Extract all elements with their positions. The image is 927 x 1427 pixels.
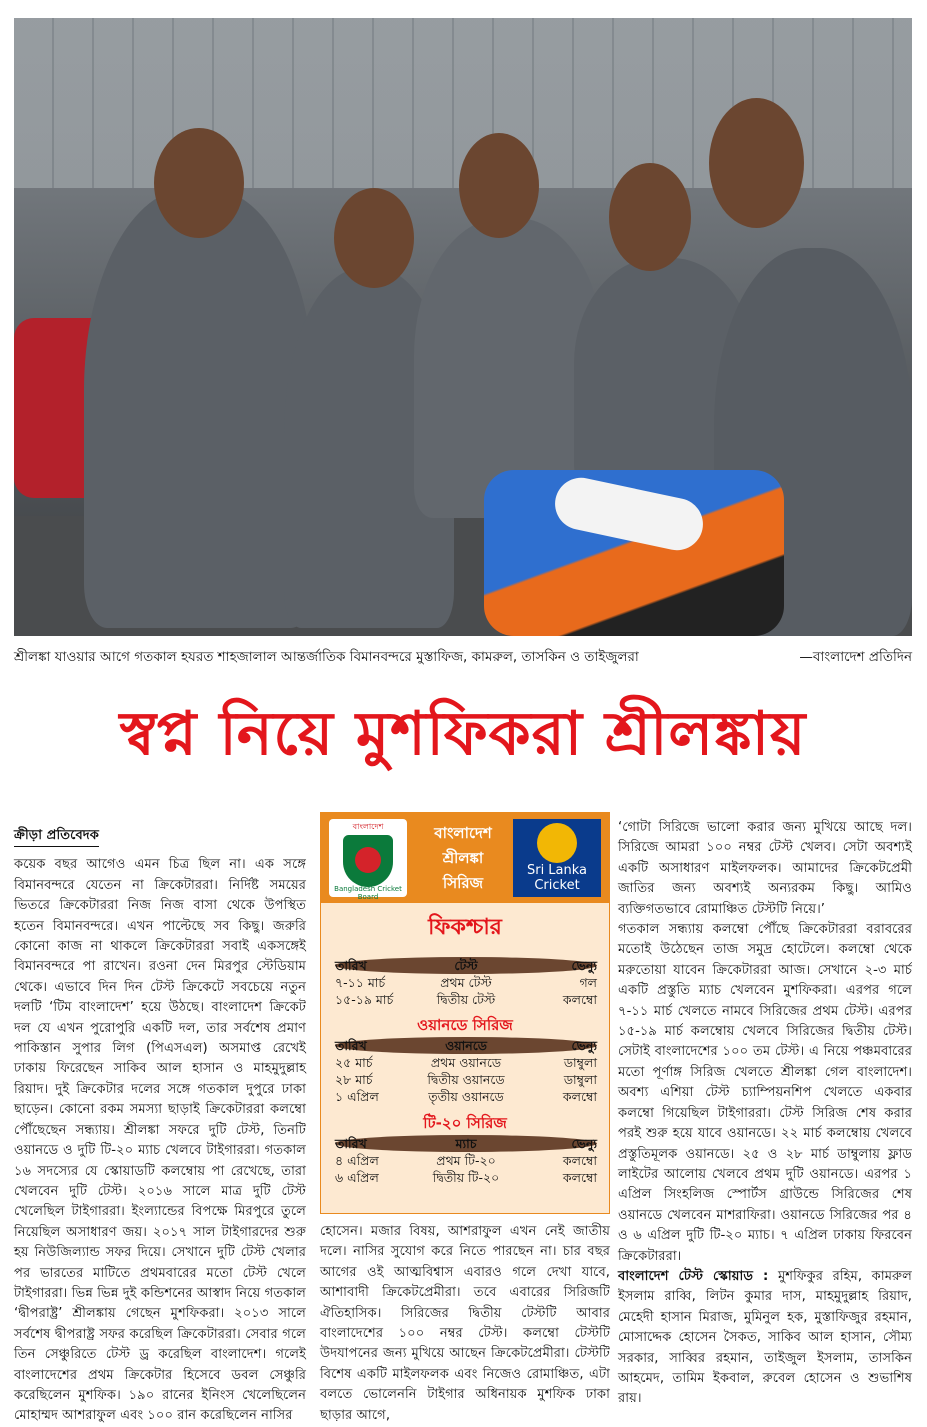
cell-date: ২৮ মার্চ: [335, 1072, 373, 1087]
cell-date: ১৫-১৯ মার্চ: [335, 992, 394, 1007]
t20-series-title: টি-২০ সিরিজ: [423, 1114, 507, 1132]
article-paragraph: গতকাল সন্ধ্যায় কলম্বো পৌঁছে ক্রিকেটাররা বরাবরের মতোই উঠেছেন তাজ সমুদ্র হোটেলে। কলম্বো থেকে মরুতোয়া যাবেন ক্রিকেটাররা আজ। সেখানে ২-৩ মার্চ একটি প্রস্তুতি ম্যাচ খেলবেন মুশফিকরা। এরপর গলে ৭-১১ মার্চ খেলতে নামবে সিরিজের প্রথম টেস্ট। এরপর ১৫-১৯ মার্চ কলম্বোয় খেলবে সিরিজের দ্বিতীয় টেস্ট। সেটাই বাংলাদেশের ১০০ তম টেস্ট। এ নিয়ে পঞ্চমবারের মতো পূর্ণাঙ্গ সিরিজ খেলতে শ্রীলঙ্কা গেল বাংলাদেশ। অবশ্য এশিয়া টেস্ট চ্যাম্পিয়নশিপ খেলতে একবার কলম্বো গিয়েছিল টাইগাররা। টেস্ট সিরিজ শেষ করার পরই শুরু হয়ে যাবে ওয়ানডে। ২২ মার্চ কলম্বোয় খেলবে প্রস্তুতিমূলক ওয়ানডে। ২৫ ও ২৮ মার্চ ডাম্বুলায় ফ্লাড লাইটের আলোয় খেলবে প্রথম দুটি ওয়ানডে। এরপর ১ এপ্রিল সিংহলিজ স্পোর্টস গ্রাউন্ডে সিরিজের শেষ ওয়ানডে খেলবেন মাশরাফিরা। ওয়ানডে সিরিজের পর ৪ ও ৬ এপ্রিল দুটি টি-২০ ম্যাচ। ৭ এপ্রিল ঢাকায় ফিরবেন ক্রিকেটাররা।: [618, 922, 912, 1264]
cell-match: প্রথম টি-২০: [436, 1153, 496, 1168]
cell-match: প্রথম টেস্ট: [440, 975, 492, 990]
cell-match: দ্বিতীয় টেস্ট: [436, 992, 496, 1007]
header-match: ওয়ানডে: [445, 1038, 487, 1053]
odi-fixture-table: [335, 1037, 597, 1105]
article-quote: ‘গোটা সিরিজে ভালো করার জন্য মুখিয়ে আছে দল। সিরিজে আমরা ১০০ নম্বর টেস্ট খেলব। সেটা অবশ্যই একটি অসাধারণ মাইলফলক। আমাদের ক্রিকেটপ্রেমী জাতির জন্য অবশ্যই অন্যরকম কিছু। আমিও ব্যক্তিগতভাবে রোমাঞ্চিত টেস্টটি নিয়ে।’: [618, 820, 912, 917]
cell-date: ৪ এপ্রিল: [335, 1153, 379, 1168]
series-title-line: সিরিজ: [442, 874, 484, 892]
table-row: [335, 1071, 597, 1088]
article-paragraph: হোসেন। মজার বিষয়, আশরাফুল এখন নেই জাতীয় দলে। নাসির সুযোগ করে নিতে পারছেন না। চার বছর আগের ওই আত্মবিশ্বাস এবারও গলে দেখা যাবে, আশাবাদী ক্রিকেটপ্রেমীরা। তবে এবারের সিরিজটি ঐতিহাসিক। সিরিজের দ্বিতীয় টেস্টটি আবার বাংলাদেশের ১০০ নম্বর টেস্ট। কলম্বো টেস্টটি উদযাপনের জন্য মুখিয়ে আছেন ক্রিকেটপ্রেমীরা। টেস্টটি বিশেষ একটি মাইলফলক এবং নিজেও রোমাঞ্চিত, এটা বলতে ভোলেননি টাইগার অধিনায়ক মুশফিক ঢাকা ছাড়ার আগে,: [320, 1224, 610, 1423]
header-venue: ভেন্যু: [571, 1038, 597, 1053]
cell-date: ১ এপ্রিল: [335, 1089, 379, 1104]
slc-logo-line: Sri Lanka: [526, 863, 588, 878]
table-row: [335, 974, 597, 991]
slc-logo-line: Cricket: [534, 878, 580, 893]
fixtures-title: ফিকশ্চার: [428, 915, 502, 940]
header-date: তারিখ: [335, 1038, 367, 1053]
header-match: ম্যাচ: [455, 1136, 477, 1151]
table-header-row: [335, 957, 597, 974]
cell-venue: ডাম্বুলা: [563, 1072, 597, 1087]
cell-date: ৭-১১ মার্চ: [335, 975, 386, 990]
table-row: [335, 1054, 597, 1071]
cell-venue: কলম্বো: [562, 1170, 597, 1185]
cell-venue: কলম্বো: [562, 1089, 597, 1104]
squad-players: মুশফিকুর রহিম, কামরুল ইসলাম রাব্বি, লিটন কুমার দাস, মাহমুদুল্লাহ রিয়াদ, মেহেদী হাসান মিরাজ, মুমিনুল হক, মুস্তাফিজুর রহমান, মোসাদ্দেক হোসেন সৈকত, সাকিব আল হাসান, সৌম্য সরকার, সাব্বির রহমান, তাইজুল ইসলাম, তাসকিন আহমেদ, তামিম ইকবাল, রুবেল হোসেন ও শুভাশিষ রায়।: [618, 1268, 912, 1407]
photo-player: [84, 188, 314, 628]
series-title-line: শ্রীলঙ্কা: [442, 849, 484, 867]
photo-player-head: [154, 128, 244, 238]
bcb-logo: [329, 819, 407, 901]
table-header-row: [335, 1037, 597, 1054]
tiger-icon: [355, 847, 381, 873]
fixture-box-header: [321, 813, 609, 903]
photo-player-head: [609, 163, 691, 271]
slc-logo: [513, 819, 601, 897]
article-paragraph: কয়েক বছর আগেও এমন চিত্র ছিল না। এক সঙ্গে বিমানবন্দরে যেতেন না ক্রিকেটাররা। নির্দিষ্ট সময়ের ভিতরে ক্রিকেটাররা নিজ নিজ বাসা থেকে উপস্থিত হতেন বিমানবন্দরে। এখন পাল্টেছে সব কিছু। জরুরি কোনো কাজ না থাকলে ক্রিকেটাররা সবাই একসঙ্গেই বিমানবন্দরে পা রাখেন। রওনা দেন মিরপুর স্টেডিয়াম থেকে। এভাবে দিন দিন টেস্ট ক্রিকেটে সবচেয়ে নতুন দলটি ‘টিম বাংলাদেশ’ হয়ে উঠছে। বাংলাদেশ ক্রিকেট দল যে এখন পুরোপুরি একটি দল, তার সর্বশেষ প্রমাণ পাকিস্তান সুপার লিগ (পিএসএল) অসমাপ্ত রেখেই ঢাকায় ফিরেছেন সাকিব আল হাসান ও মাহমুদুল্লাহ রিয়াদ। দুই ক্রিকেটার দলের সঙ্গে গতকাল দুপুরে ঢাকা ছাড়েন। কোনো রকম সমস্যা ছাড়াই ক্রিকেটাররা কলম্বো পৌঁছেছেন সন্ধ্যায়। শ্রীলঙ্কা সফরে দুটি টেস্ট, তিনটি ওয়ানডে ও দুটি টি-২০ ম্যাচ খেলবে টাইগাররা। গতকাল ১৬ সদস্যের যে স্কোয়াডটি কলম্বোয় পা রেখেছে, তারা খেলবেন দুটি টেস্ট। ২০১৬ সালে মাত্র দুটি টেস্ট খেলেছিল টাইগাররা। ইংল্যান্ডের বিপক্ষে মিরপুরে তুলে নিয়েছিল অসাধারণ জয়। ২০১৭ সাল টাইগারদের শুরু হয় নিউজিল্যান্ড সফর দিয়ে। সেখানে দুটি টেস্ট খেলার পর ভারতের মাটিতে প্রথমবারের মতো টেস্ট খেলে টাইগাররা। ভিন্ন ভিন্ন দুই কন্ডিশনের আস্বাদ নিয়ে গতকাল ‘দ্বীপরাষ্ট্র’ শ্রীলঙ্কায় গেছেন মুশফিকরা। ২০১৩ সালে সর্বশেষ দ্বীপরাষ্ট্র সফর করেছিল ক্রিকেটাররা। সেবার গলে তিন সেঞ্চুরিতে টেস্ট ড্র করেছিল বাংলাদেশ। গলেই বাংলাদেশের প্রথম ক্রিকেটার হিসেবে ডবল সেঞ্চুরি করেছিলেন মুশফিক। ১৯০ রানের ইনিংস খেলেছিলেন মোহাম্মদ আশরাফুল এবং ১০০ রান করেছিলেন নাসির: [14, 857, 306, 1424]
cell-date: ২৫ মার্চ: [335, 1055, 373, 1070]
byline: ক্রীড়া প্রতিবেদক: [14, 826, 99, 847]
cell-match: দ্বিতীয় ওয়ানডে: [427, 1072, 505, 1087]
article-column-3: [618, 818, 912, 1410]
cell-match: প্রথম ওয়ানডে: [430, 1055, 502, 1070]
photo-player-head: [334, 188, 414, 288]
cell-venue: ডাম্বুলা: [563, 1055, 597, 1070]
cell-venue: গল: [579, 975, 597, 990]
photo-credit: —বাংলাদেশ প্রতিদিন: [799, 649, 912, 665]
series-title: [413, 821, 513, 896]
header-date: তারিখ: [335, 958, 367, 973]
bcb-logo-text: বাংলাদেশ: [352, 822, 384, 831]
news-photo: [14, 18, 912, 636]
fixture-box: [320, 812, 610, 1214]
header-match: টেস্ট: [454, 958, 478, 973]
test-fixture-table: [335, 957, 597, 1008]
odi-series-title: ওয়ানডে সিরিজ: [417, 1016, 513, 1034]
cell-venue: কলম্বো: [562, 992, 597, 1007]
photo-player-head: [459, 133, 539, 238]
squad-label: বাংলাদেশ টেস্ট স্কোয়াড :: [618, 1268, 769, 1284]
cell-match: দ্বিতীয় টি-২০: [432, 1170, 500, 1185]
cell-match: তৃতীয় ওয়ানডে: [428, 1089, 504, 1104]
table-row: [335, 1152, 597, 1169]
t20-fixture-table: [335, 1135, 597, 1186]
photo-player-head: [709, 98, 804, 228]
series-title-line: বাংলাদেশ: [434, 824, 492, 842]
table-row: [335, 1088, 597, 1105]
lion-icon: [537, 823, 577, 863]
squad-paragraph: [618, 1267, 912, 1410]
header-date: তারিখ: [335, 1136, 367, 1151]
table-row: [335, 1169, 597, 1186]
header-venue: ভেন্যু: [571, 1136, 597, 1151]
headline: স্বপ্ন নিয়ে মুশফিকরা শ্রীলঙ্কায়: [119, 699, 807, 769]
article-column-1: [14, 826, 306, 1427]
cell-date: ৬ এপ্রিল: [335, 1170, 379, 1185]
slc-logo-text: [513, 863, 601, 893]
table-row: [335, 991, 597, 1008]
photo-caption: শ্রীলঙ্কা যাওয়ার আগে গতকাল হযরত শাহজালাল আন্তর্জাতিক বিমানবন্দরে মুস্তাফিজ, কামরুল, তাসকিন ও তাইজুলরা: [14, 649, 639, 665]
table-header-row: [335, 1135, 597, 1152]
cell-venue: কলম্বো: [562, 1153, 597, 1168]
article-column-2: [320, 1222, 610, 1426]
bcb-ring-text: Bangladesh Cricket Board: [334, 885, 402, 901]
header-venue: ভেন্যু: [571, 958, 597, 973]
